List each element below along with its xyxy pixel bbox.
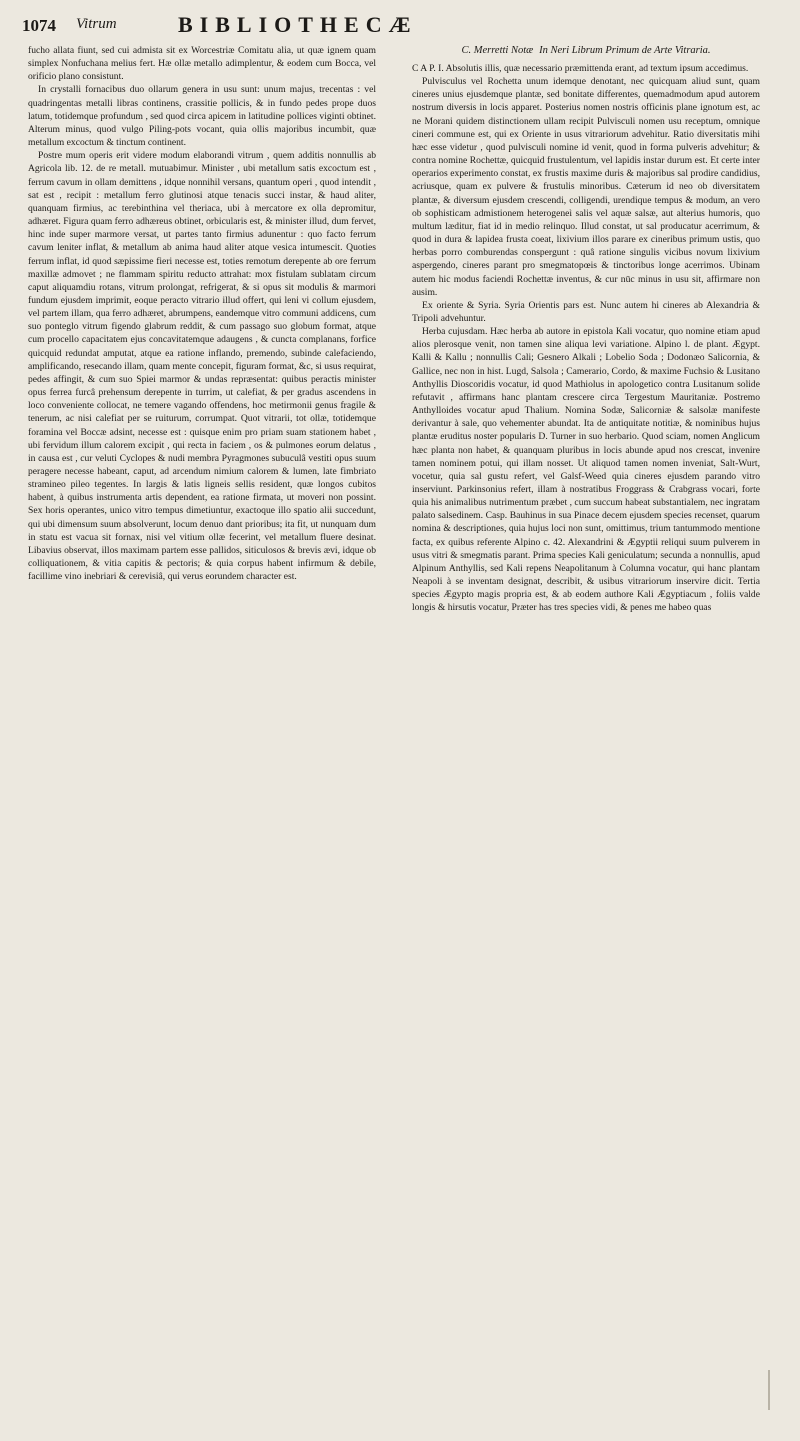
right-paragraph-2: Pulvisculus vel Rochetta unum idemque denotant, nec quicquam aliud sunt, quam cineres unius ejusdemque plantæ, sed bonitate differentes, quemadmodum apud autorem nostrum diversis in locis apparet. Posterius nomen nostris officinis plane ignotum est, ac ne Morani quidem distinctionem ullam recipit Pulvisculi nomen usu receptum, omnique cineri commune est, qui ex Oriente in usus vitrariorum advehitur. Ratio diversitatis mihi hæc esse videtur , quod pulvisculi nomine id venit, quod in forma pulveris advehitur; & contra nomine Rochettæ, quicquid frustulentum, vel lapidis instar durum est. Et certe inter operarios experimento constat, ex frustis maxime duris & majoribus sal prodire candidius, acriusque, quam ex pulvere & frustulis minoribus. Cæterum id neo ob diversitatem plantæ, & diversum ejusdem crescendi, colligendi, urendique tempus & modum, an vero ob sophisticam admistionem heterogeneì salis vel aquæ salsæ, aut alterius humoris, quo multum læditur, fiat id in medio relinquo. Illud constat, ut sal producatur acerrimum, & quod in dura & lapidea frusta coeat, lixivium illos parare ex cineribus primum ustis, quo herbas porro comburendas conspergunt : quâ ratione singulis vicibus novum lixivium aspergendo, cineres parant pro smegmatopœis & tinctoribus longe acerrimos. Ubinam autem hic modus faciendi Rochettæ inventus, & cur nūc minus in usu sit, affirmare non ausim. bbox=[412, 76, 760, 298]
scan-margin-mark bbox=[768, 1370, 770, 1410]
left-paragraph-3: Postre mum operis erit videre modum elaborandi vitrum , quem additis nonnullis ab Agricola lib. 12. de re metall. mutuabimur. Minister , ubi metallum satis excoctum est , ferrum cavum in ollam demittens , idque nonnihil versans, quantum operi , quod intendit , sat est , recipit : metallum ferro glutinosi atque tenacis succi instar, & haud aliter, quanquam firmius, ac terebinthina vel theriaca, ubi à mercatore ex olla depromitur, adhæret. Figura quam ferro adhæreus obtinet, orbicularis est, & minister illud, dum fervet, hinc inde super marmore versat, ut partes tanto firmius adunentur : quo facto ferrum cavum leniter inflat, & metallum ab anima haud aliter atque vesica intumescit. Quoties ferrum inflat, id quod sæpissime fieri necesse est, toties remotum derepente ab ore ferrum maxillæ admovet ; ne flammam spiritu reducto attrahat: mox fistulam sublatam circum caput aliquamdiu rotans, vitrum prolongat, refrigerat, & si opus sit modulis & marmori fundum ejusdem imprimit, eoque peracto vitrario illud offert, qui leni vi collum ejusdem, vel partem illam, qua ferro adhæret, abrumpens, eandemque vitro communi addicens, cum suo ponteglo vitrum figendo glabrum reddit, & cum passago suo globum format, atque cum procello capacitatem ejus concavitatemque adaugens , & cuncta complanans, forfice quicquid redundat amputat, atque ea ratione inflando, premendo, subinde calefaciendo, amplificando, resecando illam, quam mente concepit, figuram format, &c, si usus requirat, pedes affingit, & cum suo Spiei marmor & undas repræsentat: quibus peractis minister opus ferrea furcâ prehensum derepente in turrim, ut calefiat, & per gradus ascendens in loco conveniente collocat, ne temere vagando offendens, hoc metirmonii genus fragile & tenerum, ac nisi calefiat per se ruiturum, corrumpat. Quot vitrarii, tot ollæ, totidemque foramina vel Boccæ adsint, necesse est : quisque enim pro priam suam stationem habet , ubi fervidum illum calorem excipit , qui recta in faciem , os & pulmones eorum delatus , in causa est , cur veluti Cyclopes & nudi membra Pyragmones subuculâ vestiti opus suum peragere necesse habeant, caput, ad arcendum nimium calorem & lumen, late fimbriato stramineo pileo tegentes. In largis & latis ligneis sellis resident, quæ longos cubitos habent, à quibus instrumenta artis dependent, ea ratione firmata, ut moveri non possint. Sex horis operantes, unico vitro tempus dimetiuntur, exactoque illo spatio alii succedunt, qui ubi dimensum suum absolverunt, locum denuo dant prioribus; ita fit, ut nunquam dum in statu est vacua sit fornax, nisi vel vitium ollæ fecerint, vel metallum fluere desinat. Libavius observat, illos maximam partem esse pallidos, siticulosos & brevis ævi, idque ob colliquationem, & vitia capitis & pectoris; & quia corpus habent infirmum & debile, facillime vino inebriari & cerevisiâ, qui verus eorundem character est. bbox=[28, 150, 376, 583]
left-paragraph-2: In crystalli fornacibus duo ollarum genera in usu sunt: unum majus, trecentas : vel quadringentas metalli libras continens, crassitie pollicis, & in fundo pedes prope duos latum, totidemque profundum , sed quod circa apicem in latitudine pollices viginti obtinet. Alterum minus, quod vulgo Piling-pots vocant, quia ollis majoribus incumbit, quæ metallum excoctum & tinctum continent. bbox=[28, 84, 376, 149]
left-paragraph-1: fucho allata fiunt, sed cui admista sit ex Worcestriæ Comitatu alia, ut quæ ignem quam simplex Nonfuchana melius fert. Hæ ollæ metallo adimplentur, & eodem cum Bocca, vel orificio plano consistunt. bbox=[28, 45, 376, 83]
running-head: Vitrum bbox=[76, 16, 117, 32]
right-column bbox=[412, 44, 760, 615]
page-title: BIBLIOTHECÆ bbox=[178, 12, 418, 37]
right-paragraph-3: Ex oriente & Syria. Syria Orientis pars est. Nunc autem hi cineres ab Alexandria & Tripoli advehuntur. bbox=[412, 299, 760, 324]
notes-section-title bbox=[412, 44, 760, 58]
right-paragraph-1: C A P. I. Absolutis illis, quæ necessario præmittenda erant, ad textum ipsum accedimus. bbox=[412, 63, 749, 74]
notes-title-rest: In Neri Librum Primum de Arte Vitraria. bbox=[539, 45, 711, 56]
right-paragraph-4: Herba cujusdam. Hæc herba ab autore in epistola Kali vocatur, quo nomine etiam apud alios plerosque venit, non tamen sine aliqua levi variatione. Alpino l. de plant. Ægypt. Kalli & Kallu ; nonnullis Cali; Gesnero Alkali ; Lobelio Soda ; Dodonæo Salicornia, & Gallice, nec non in hist. Lugd, Salsola ; Camerario, Cordo, & maxime Fuchsio & Lusitano Anthyllis Dioscoridis vocatur, id quod Mathiolus in apologetico contra Lusitanum solide refutavit , affirmans hanc plantam crescere circa Tergestum Mauritaniæ. Postremo Anthylloides vocatur apud Thalium. Nomina Sodæ, Salicorniæ & salsolæ manifeste derivantur à sale, quo vehementer abundat. Ita de antiquitate notitiæ, & nominibus hujus plantæ eruditus noster popularis D. Turner in suo herbario. Quod sciam, nomen Anglicum hæc planta non habet, & quanquam pluribus in locis abunde apud nos crescat, invenire tamen nominem potui, qui illam nosset. Ut aliquod tamen nomen inveniat, Salt-Wurt, vocetur, quia sal gustu refert, vel Galsf-Weed quia cineres ejusdem parando vitro inserviunt. Parkinsonius refert, illam à nostratibus Froggrass & Crabgrass vocari, forte quia his animalibus nutrimentum præbet , cum succum habeat substantialem, nec ingratam palato salsedinem. Casp. Bauhinus in sua Pinace decem ejusdem species recenset, quarum nomina & descriptiones, quia hujus loci non sunt, omittimus, trium tantummodo mentione facta, ex quibus referente Alpino c. 42. Alexandrini & Ægyptii reliqui suum pulverem in usus vitri & smegmatis parant. Prima species Kali geniculatum; secunda a nonnullis, apud Alpinum Anthyllis, sed Kali repens Neapolitanum à Columna vocatur, qui hanc plantam Neapoli à se inventam designat, describit, & usibus vitrariorum inservire dicit. Tertia species Ægypto magis propria est, & ab eodem authore Kali Ægyptiacum , foliis valde longis & hirsutis vocatur, Præter has tres species vidi, & penes me habeo quas bbox=[412, 326, 760, 614]
notes-editor: C. Merretti Notæ bbox=[461, 45, 534, 56]
page-header bbox=[22, 10, 782, 40]
left-column bbox=[28, 44, 376, 583]
page-number: 1074 bbox=[22, 16, 56, 35]
